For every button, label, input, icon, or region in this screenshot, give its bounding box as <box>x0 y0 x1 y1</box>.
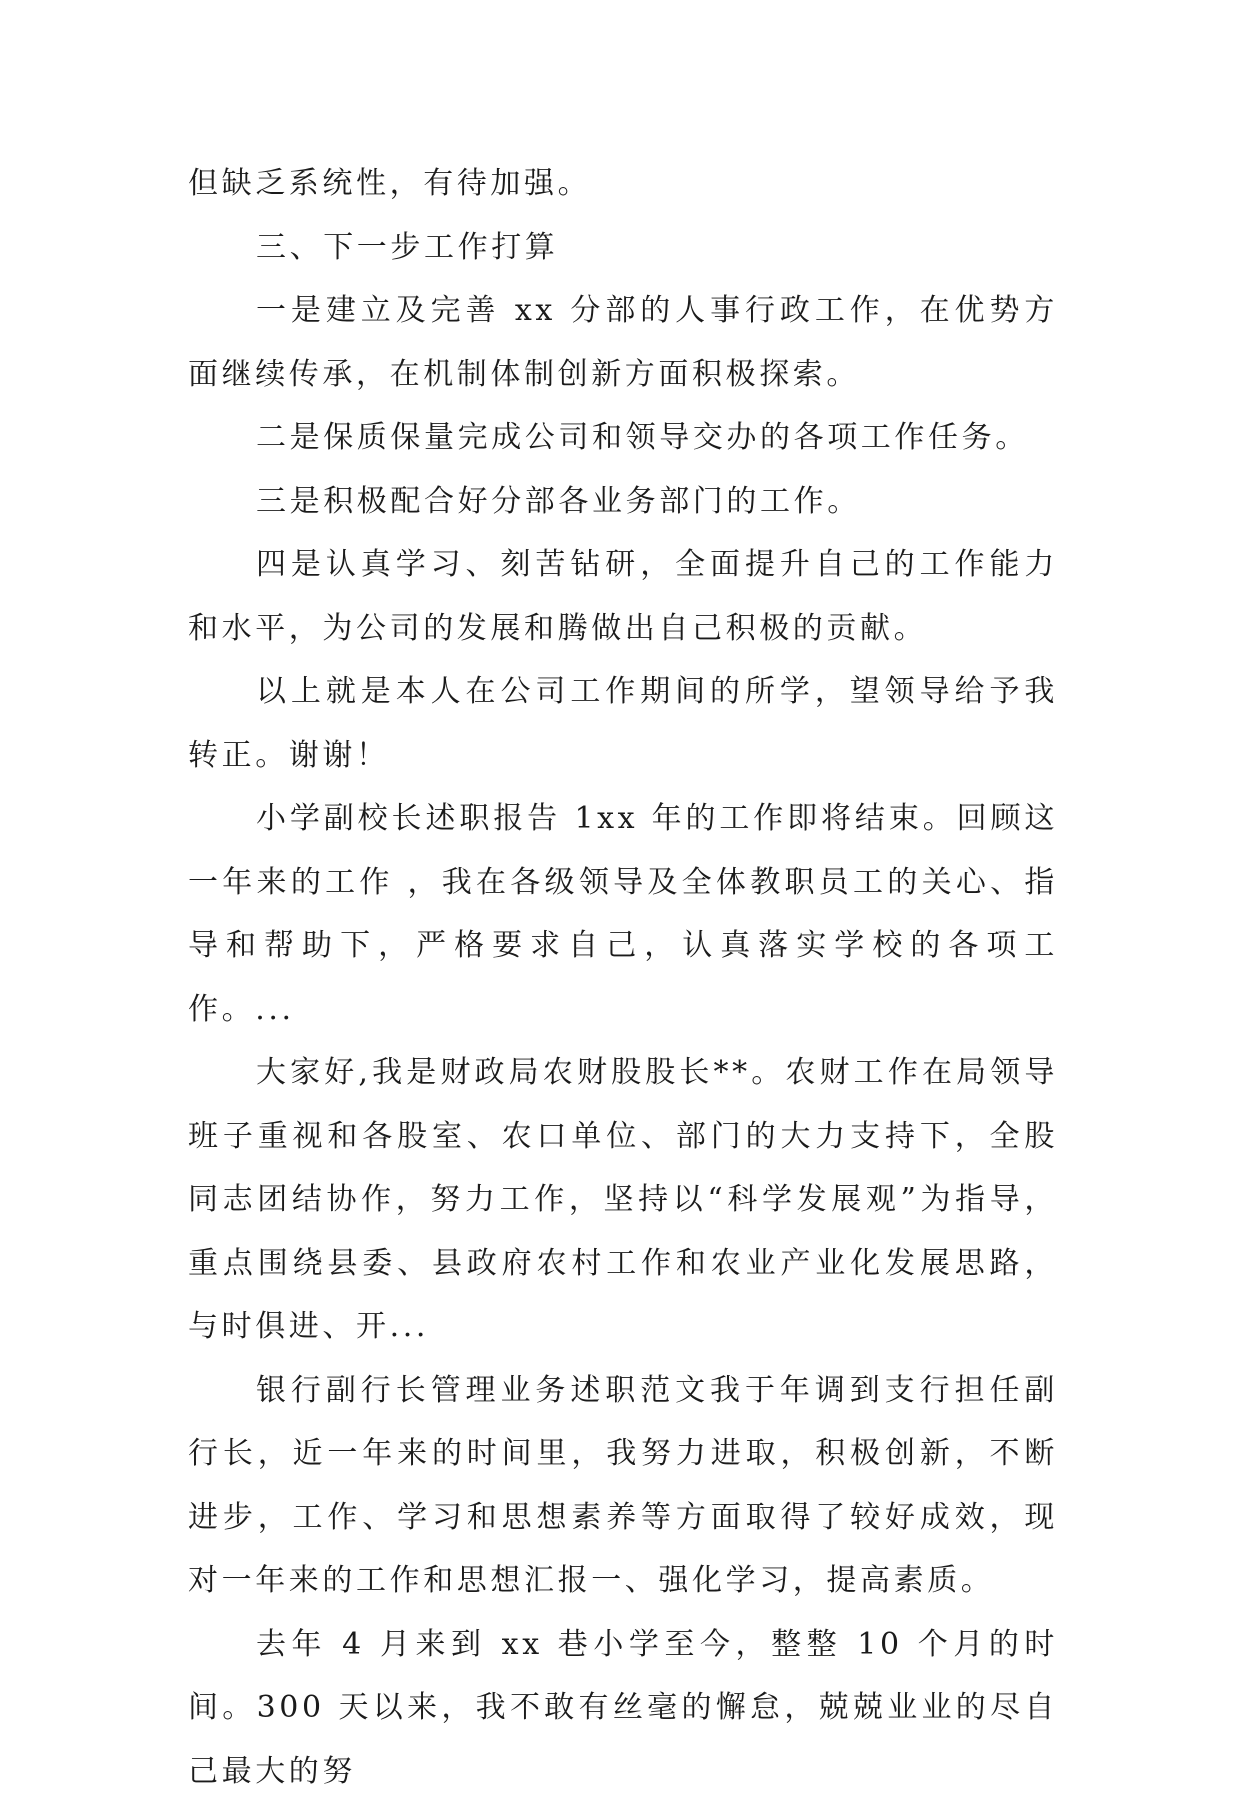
section-heading: 三、下一步工作打算 <box>188 216 1058 280</box>
excerpt-paragraph-1: 小学副校长述职报告 1xx 年的工作即将结束。回顾这一年来的工作 ，我在各级领导及全体教职员工的关心、指导和帮助下，严格要求自己，认真落实学校的各项工作。... <box>188 787 1058 1041</box>
paragraph-continuation: 但缺乏系统性，有待加强。 <box>188 152 1058 216</box>
plan-item-2: 二是保质保量完成公司和领导交办的各项工作任务。 <box>188 406 1058 470</box>
document-body <box>188 152 1058 1803</box>
excerpt-paragraph-2: 大家好,我是财政局农财股股长**。农财工作在局领导班子重视和各股室、农口单位、部门的大力支持下，全股同志团结协作，努力工作，坚持以“科学发展观”为指导，重点围绕县委、县政府农村工作和农业产业化发展思路，与时俱进、开... <box>188 1041 1058 1359</box>
plan-item-1: 一是建立及完善 xx 分部的人事行政工作，在优势方面继续传承，在机制体制创新方面积极探索。 <box>188 279 1058 406</box>
plan-item-4: 四是认真学习、刻苦钻研，全面提升自己的工作能力和水平，为公司的发展和腾做出自己积极的贡献。 <box>188 533 1058 660</box>
excerpt-paragraph-4: 去年 4 月来到 xx 巷小学至今，整整 10 个月的时间。300 天以来，我不敢有丝毫的懈怠，兢兢业业的尽自己最大的努 <box>188 1613 1058 1803</box>
excerpt-paragraph-3: 银行副行长管理业务述职范文我于年调到支行担任副行长，近一年来的时间里，我努力进取，积极创新，不断进步，工作、学习和思想素养等方面取得了较好成效，现对一年来的工作和思想汇报一、强化学习，提高素质。 <box>188 1359 1058 1613</box>
closing-paragraph: 以上就是本人在公司工作期间的所学，望领导给予我转正。谢谢！ <box>188 660 1058 787</box>
plan-item-3: 三是积极配合好分部各业务部门的工作。 <box>188 470 1058 534</box>
